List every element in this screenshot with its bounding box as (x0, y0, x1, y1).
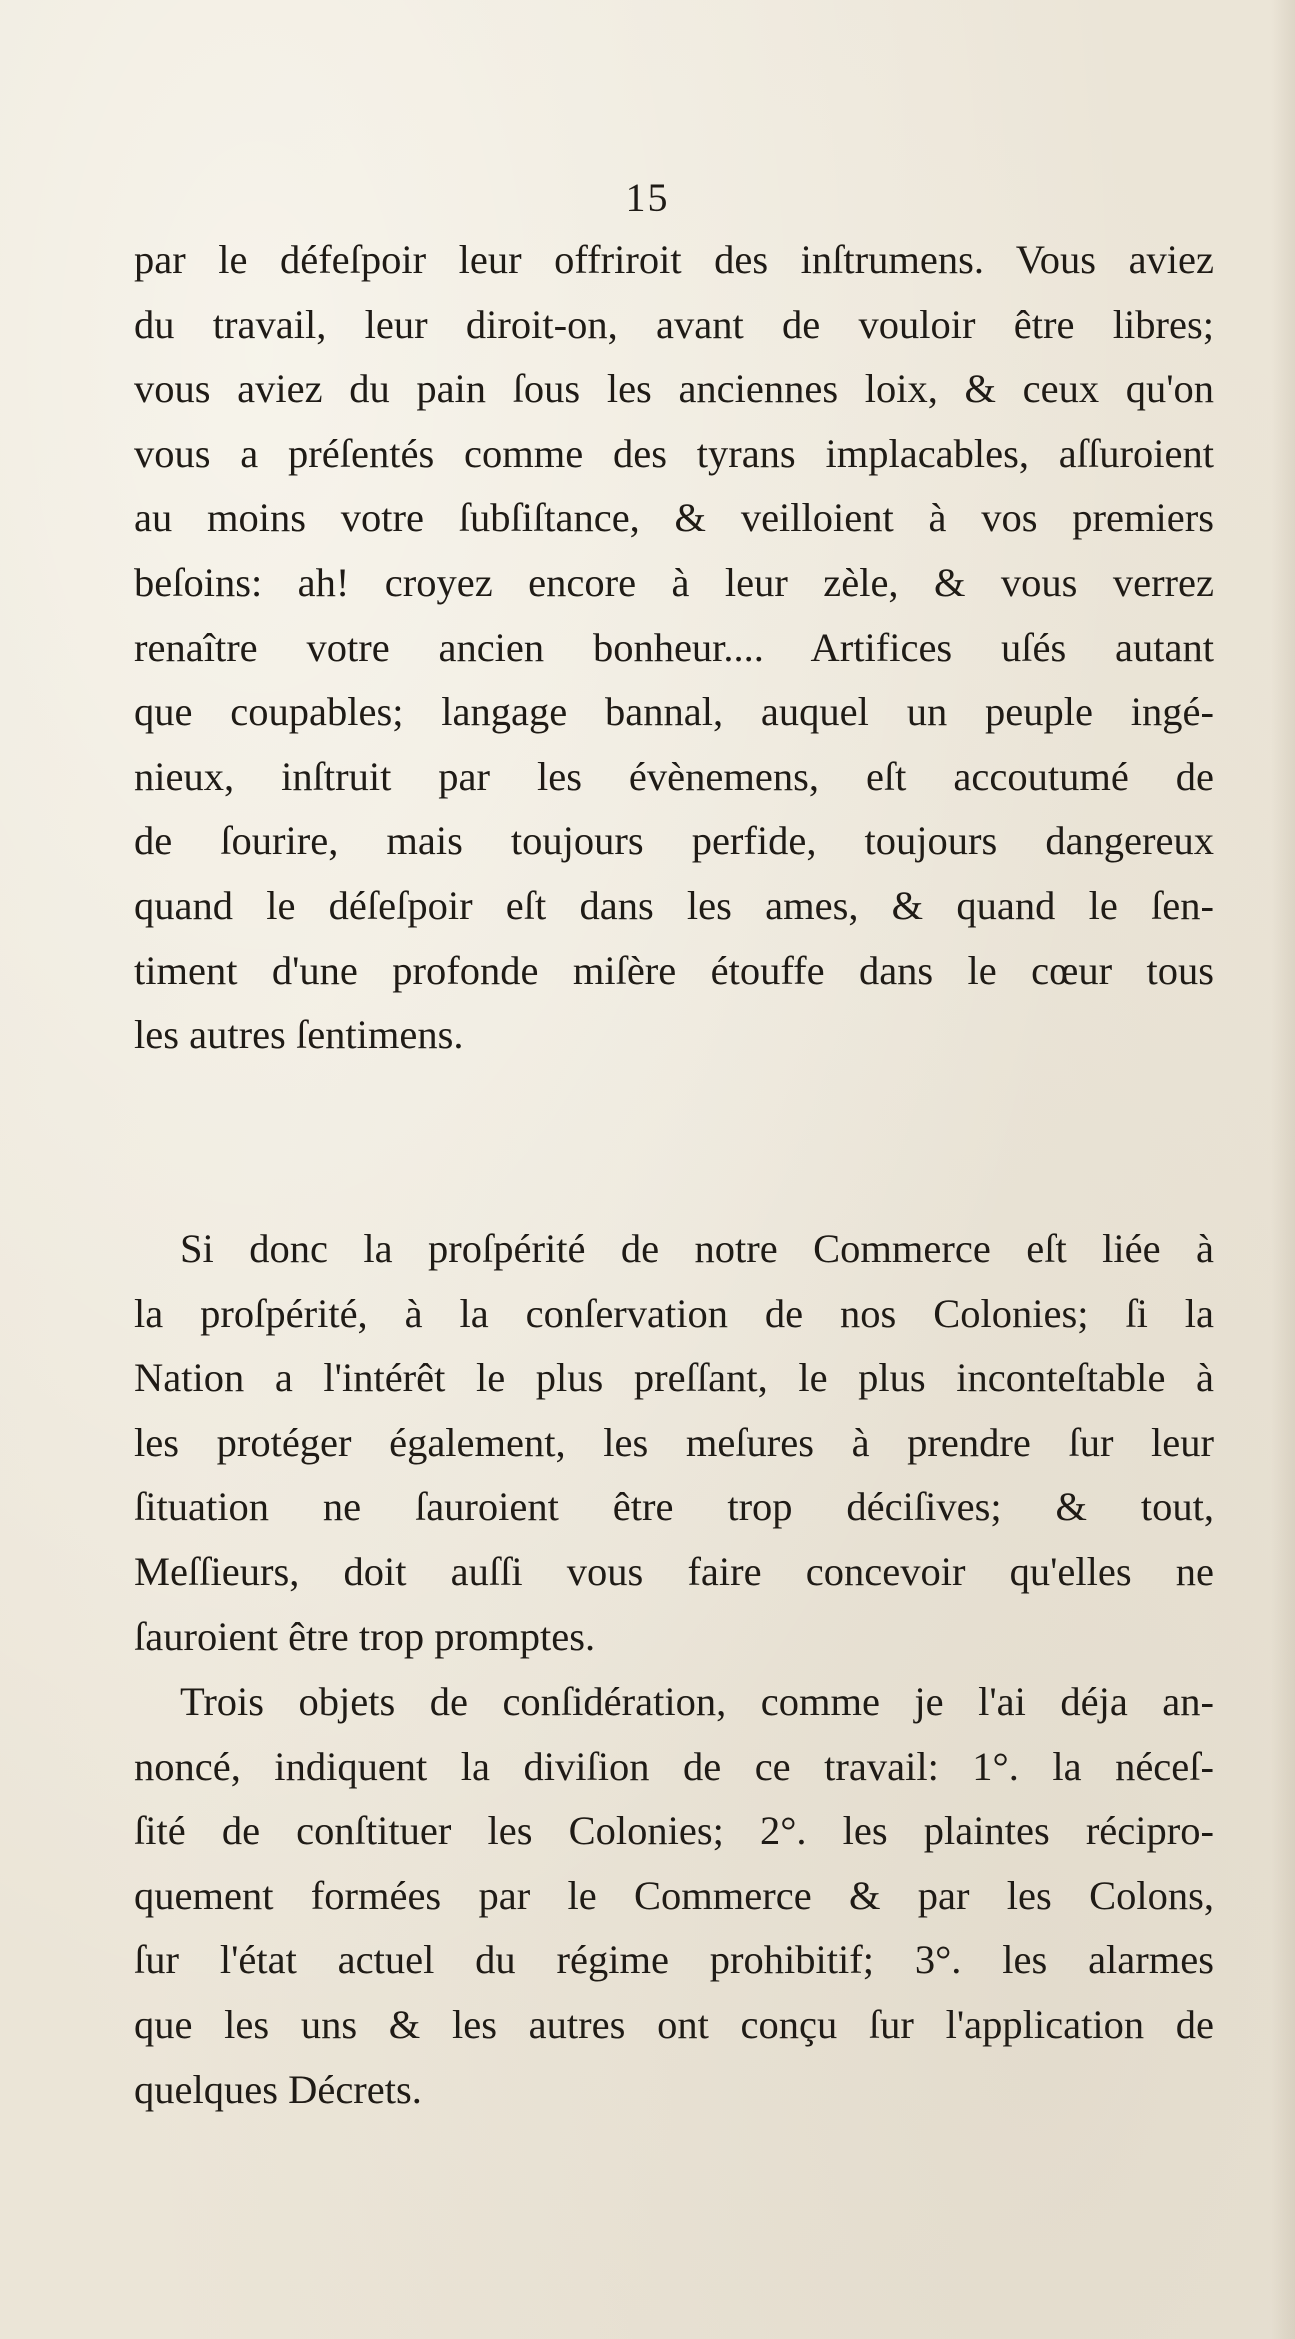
text-line: nieux, inſtruit par les évènemens, eſt accoutumé de (134, 753, 1214, 799)
text-line: vous a préſentés comme des tyrans implacables, aſſuroient (134, 430, 1214, 476)
text-line: quand le déſeſpoir eſt dans les ames, & quand le ſen- (134, 882, 1214, 928)
text-line: timent d'une profonde miſère étouffe dans le cœur tous (134, 947, 1214, 993)
text-line: renaître votre ancien bonheur.... Artifices uſés autant (134, 624, 1214, 670)
text-line: quement formées par le Commerce & par les Colons, (134, 1872, 1214, 1918)
paragraph-three-objects (134, 1670, 1214, 2122)
paragraph-continuation (134, 228, 1214, 1068)
text-line: beſoins: ah! croyez encore à leur zèle, & vous verrez (134, 559, 1214, 605)
text-line: au moins votre ſubſiſtance, & veilloient à vos premiers (134, 495, 1214, 541)
text-line: quelques Décrets. (134, 2066, 422, 2112)
text-line: ſituation ne ſauroient être trop déciſives; & tout, (134, 1484, 1214, 1530)
text-line: Trois objets de conſidération, comme je l'ai déja an- (180, 1679, 1214, 1724)
text-line: ſur l'état actuel du régime prohibitif; 3°. les alarmes (134, 1937, 1214, 1983)
text-line: Nation a l'intérêt le plus preſſant, le plus inconteſtable à (134, 1355, 1214, 1401)
text-line: que les uns & les autres ont conçu ſur l'application de (134, 2001, 1214, 2047)
text-line: ſité de conſtituer les Colonies; 2°. les plaintes récipro- (134, 1808, 1214, 1854)
text-line: du travail, leur diroit-on, avant de vouloir être libres; (134, 301, 1214, 347)
text-line: ſauroient être trop promptes. (134, 1613, 596, 1659)
text-line: Si donc la proſpérité de notre Commerce eſt liée à (180, 1226, 1214, 1271)
page-edge-shadow (1271, 0, 1295, 2339)
text-line: la proſpérité, à la conſervation de nos Colonies; ſi la (134, 1290, 1214, 1336)
text-line: par le défeſpoir leur offriroit des inſtrumens. Vous aviez (134, 237, 1214, 282)
text-line: que coupables; langage bannal, auquel un peuple ingé- (134, 689, 1214, 735)
text-line: noncé, indiquent la diviſion de ce travail: 1°. la néceſ- (134, 1743, 1214, 1789)
text-line: de ſourire, mais toujours perfide, toujours dangereux (134, 818, 1214, 864)
text-line: les autres ſentimens. (134, 1012, 464, 1058)
text-line: Meſſieurs, doit auſſi vous faire concevoir qu'elles ne (134, 1548, 1214, 1594)
page-number: 15 (625, 175, 670, 220)
text-line: vous aviez du pain ſous les anciennes loix, & ceux qu'on (134, 366, 1214, 412)
text-line: les protéger également, les meſures à prendre ſur leur (134, 1419, 1214, 1465)
paragraph-commerce (134, 1217, 1214, 1669)
